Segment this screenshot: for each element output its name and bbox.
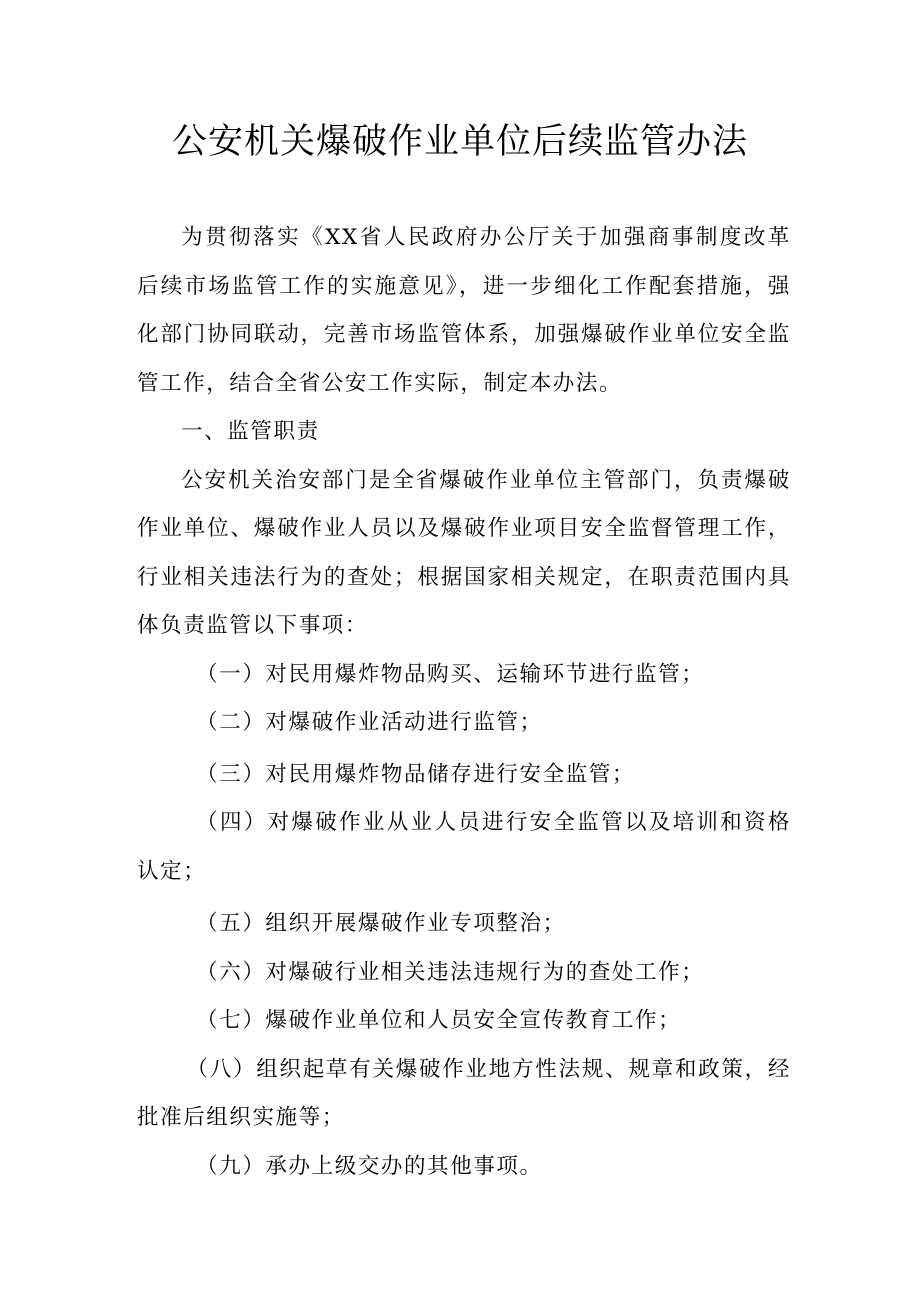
- duty-item-4: （四）对爆破作业从业人员进行安全监管以及培训和资格认定；: [137, 810, 791, 884]
- section-heading-supervision-duties: 一、监管职责: [181, 419, 320, 444]
- duty-item-8: （八）组织起草有关爆破作业地方性法规、规章和政策，经批准后组织实施等；: [137, 1056, 791, 1130]
- duty-item-1: （一）对民用爆炸物品购买、运输环节进行监管；: [196, 661, 705, 687]
- duty-item-3: （三）对民用爆炸物品储存进行安全监管；: [196, 761, 636, 787]
- document-body: [137, 214, 791, 1191]
- section-body-paragraph: 公安机关治安部门是全省爆破作业单位主管部门，负责爆破作业单位、爆破作业人员以及爆破作业项目安全监督管理工作，行业相关违法行为的查处；根据国家相关规定，在职责范围内具体负责监管以下事项：: [137, 467, 791, 638]
- duty-item-7: （七）爆破作业单位和人员安全宣传教育工作；: [196, 1008, 682, 1033]
- document-title: 公安机关爆破作业单位后续监管办法: [171, 122, 748, 162]
- duty-item-2: （二）对爆破作业活动进行监管；: [196, 710, 543, 735]
- duty-item-6: （六）对爆破行业相关违法违规行为的查处工作；: [196, 959, 705, 985]
- duty-item-5: （五）组织开展爆破作业专项整治；: [196, 911, 566, 936]
- intro-paragraph: 为贯彻落实《XX省人民政府办公厅关于加强商事制度改革后续市场监管工作的实施意见》，进一步细化工作配套措施，强化部门协同联动，完善市场监管体系，加强爆破作业单位安全监管工作，结合全省公安工作实际，制定本办法。: [137, 225, 791, 396]
- duty-item-9: （九）承办上级交办的其他事项。: [196, 1153, 543, 1179]
